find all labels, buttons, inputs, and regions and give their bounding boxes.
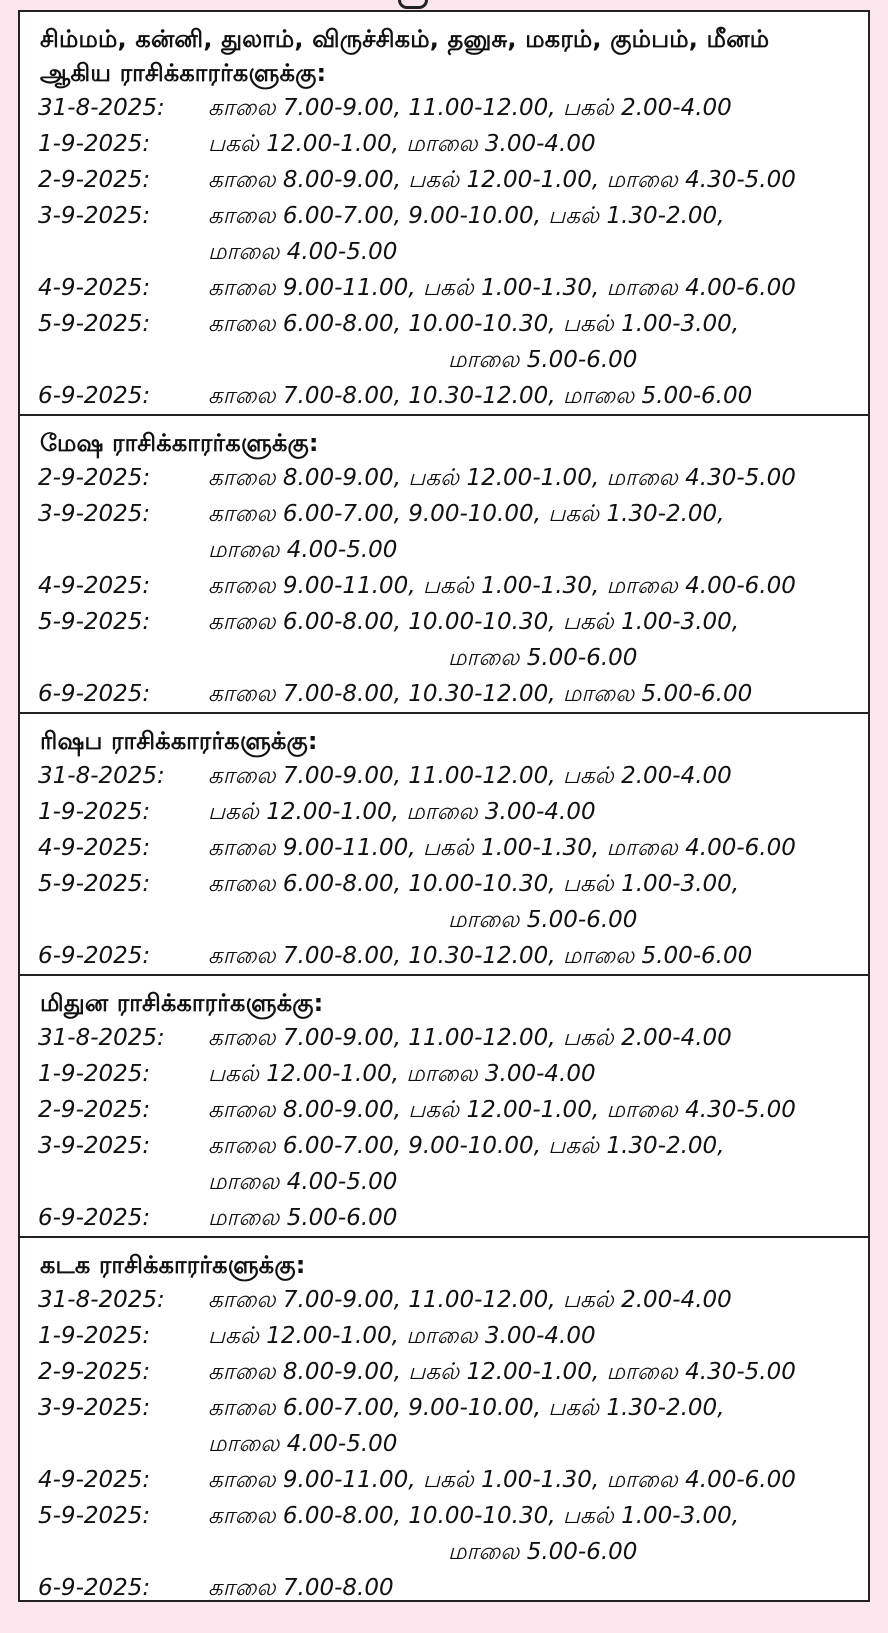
time-slots: காலை 6.00-8.00, 10.00-10.30, பகல் 1.00-3.00,: [208, 1503, 740, 1529]
date-label: 5-9-2025:: [38, 1503, 151, 1529]
rasi-section: [20, 12, 868, 416]
schedule-row: [20, 162, 868, 198]
time-slots: காலை 6.00-8.00, 10.00-10.30, பகல் 1.00-3.00,: [208, 609, 740, 635]
schedule-row: [20, 1570, 868, 1606]
date-label: 1-9-2025:: [38, 1061, 151, 1087]
time-slots: பகல் 12.00-1.00, மாலை 3.00-4.00: [208, 799, 596, 825]
schedule-row: [20, 1092, 868, 1128]
date-label: 31-8-2025:: [38, 1025, 165, 1051]
time-slots: காலை 6.00-7.00, 9.00-10.00, பகல் 1.30-2.00,: [208, 203, 725, 229]
time-slots: காலை 9.00-11.00, பகல் 1.00-1.30, மாலை 4.00-6.00: [208, 573, 796, 599]
schedule-row: [20, 198, 868, 270]
date-label: 1-9-2025:: [38, 799, 151, 825]
time-slots: காலை 6.00-7.00, 9.00-10.00, பகல் 1.30-2.00,: [208, 501, 725, 527]
time-slots-continued: மாலை 4.00-5.00: [208, 1431, 398, 1457]
date-label: 4-9-2025:: [38, 835, 151, 861]
schedule-box: [18, 10, 870, 1602]
date-label: 4-9-2025:: [38, 275, 151, 301]
section-title: மேஷ ராசிக்காரர்களுக்கு:: [40, 429, 319, 457]
time-slots: காலை 6.00-7.00, 9.00-10.00, பகல் 1.30-2.00,: [208, 1133, 725, 1159]
section-title: மிதுன ராசிக்காரர்களுக்கு:: [40, 989, 324, 1017]
date-label: 1-9-2025:: [38, 1323, 151, 1349]
time-slots-continued: மாலை 4.00-5.00: [208, 537, 398, 563]
schedule-row: [20, 604, 868, 676]
schedule-row: [20, 306, 868, 378]
top-bracket-decoration: [398, 0, 428, 9]
time-slots: காலை 7.00-8.00, 10.30-12.00, மாலை 5.00-6.00: [208, 943, 753, 969]
date-label: 5-9-2025:: [38, 871, 151, 897]
date-label: 6-9-2025:: [38, 1575, 151, 1601]
time-slots: காலை 7.00-8.00, 10.30-12.00, மாலை 5.00-6.00: [208, 681, 753, 707]
schedule-row: [20, 1318, 868, 1354]
schedule-row: [20, 1390, 868, 1462]
schedule-row: [20, 1020, 868, 1056]
time-slots-continued: மாலை 5.00-6.00: [448, 1539, 638, 1565]
time-slots: பகல் 12.00-1.00, மாலை 3.00-4.00: [208, 1323, 596, 1349]
section-title: சிம்மம், கன்னி, துலாம், விருச்சிகம், தனுசு, மகரம், கும்பம், மீனம் ஆகிய ராசிக்காரர்களுக்கு:: [40, 25, 770, 87]
time-slots-continued: மாலை 4.00-5.00: [208, 239, 398, 265]
date-label: 31-8-2025:: [38, 1287, 165, 1313]
time-slots: காலை 8.00-9.00, பகல் 12.00-1.00, மாலை 4.30-5.00: [208, 1359, 796, 1385]
time-slots: காலை 6.00-8.00, 10.00-10.30, பகல் 1.00-3.00,: [208, 311, 740, 337]
date-label: 2-9-2025:: [38, 1359, 151, 1385]
rasi-section: [20, 976, 868, 1238]
date-label: 2-9-2025:: [38, 465, 151, 491]
schedule-row: [20, 794, 868, 830]
time-slots: காலை 8.00-9.00, பகல் 12.00-1.00, மாலை 4.30-5.00: [208, 167, 796, 193]
time-slots: காலை 9.00-11.00, பகல் 1.00-1.30, மாலை 4.00-6.00: [208, 835, 796, 861]
time-slots-continued: மாலை 5.00-6.00: [448, 907, 638, 933]
time-slots: காலை 7.00-9.00, 11.00-12.00, பகல் 2.00-4.00: [208, 763, 732, 789]
schedule-row: [20, 676, 868, 712]
time-slots: காலை 7.00-9.00, 11.00-12.00, பகல் 2.00-4.00: [208, 1287, 732, 1313]
time-slots: காலை 7.00-9.00, 11.00-12.00, பகல் 2.00-4.00: [208, 95, 732, 121]
time-slots: காலை 7.00-8.00: [208, 1575, 394, 1601]
date-label: 1-9-2025:: [38, 131, 151, 157]
date-label: 5-9-2025:: [38, 311, 151, 337]
time-slots: காலை 6.00-8.00, 10.00-10.30, பகல் 1.00-3.00,: [208, 871, 740, 897]
rasi-section: [20, 1238, 868, 1606]
schedule-row: [20, 1056, 868, 1092]
date-label: 6-9-2025:: [38, 681, 151, 707]
schedule-row: [20, 830, 868, 866]
schedule-row: [20, 758, 868, 794]
section-title: ரிஷப ராசிக்காரர்களுக்கு:: [40, 727, 318, 755]
schedule-row: [20, 866, 868, 938]
date-label: 3-9-2025:: [38, 501, 151, 527]
time-slots: மாலை 5.00-6.00: [208, 1205, 398, 1231]
date-label: 3-9-2025:: [38, 203, 151, 229]
time-slots: காலை 9.00-11.00, பகல் 1.00-1.30, மாலை 4.00-6.00: [208, 275, 796, 301]
time-slots: காலை 7.00-8.00, 10.30-12.00, மாலை 5.00-6.00: [208, 383, 753, 409]
time-slots: காலை 8.00-9.00, பகல் 12.00-1.00, மாலை 4.30-5.00: [208, 465, 796, 491]
date-label: 3-9-2025:: [38, 1133, 151, 1159]
schedule-row: [20, 1462, 868, 1498]
date-label: 31-8-2025:: [38, 763, 165, 789]
date-label: 3-9-2025:: [38, 1395, 151, 1421]
date-label: 6-9-2025:: [38, 1205, 151, 1231]
schedule-row: [20, 126, 868, 162]
schedule-row: [20, 1498, 868, 1570]
schedule-row: [20, 1354, 868, 1390]
time-slots: காலை 6.00-7.00, 9.00-10.00, பகல் 1.30-2.00,: [208, 1395, 725, 1421]
schedule-row: [20, 270, 868, 306]
time-slots: காலை 8.00-9.00, பகல் 12.00-1.00, மாலை 4.30-5.00: [208, 1097, 796, 1123]
time-slots: பகல் 12.00-1.00, மாலை 3.00-4.00: [208, 131, 596, 157]
rasi-section: [20, 714, 868, 976]
schedule-row: [20, 938, 868, 974]
schedule-row: [20, 378, 868, 414]
time-slots-continued: மாலை 5.00-6.00: [448, 347, 638, 373]
time-slots: காலை 9.00-11.00, பகல் 1.00-1.30, மாலை 4.00-6.00: [208, 1467, 796, 1493]
schedule-row: [20, 1282, 868, 1318]
schedule-row: [20, 90, 868, 126]
date-label: 5-9-2025:: [38, 609, 151, 635]
section-title: கடக ராசிக்காரர்களுக்கு:: [40, 1251, 306, 1279]
date-label: 6-9-2025:: [38, 943, 151, 969]
rasi-section: [20, 416, 868, 714]
date-label: 2-9-2025:: [38, 1097, 151, 1123]
schedule-row: [20, 1200, 868, 1236]
schedule-row: [20, 568, 868, 604]
schedule-row: [20, 460, 868, 496]
schedule-row: [20, 1128, 868, 1200]
date-label: 6-9-2025:: [38, 383, 151, 409]
date-label: 4-9-2025:: [38, 1467, 151, 1493]
date-label: 4-9-2025:: [38, 573, 151, 599]
schedule-row: [20, 496, 868, 568]
date-label: 31-8-2025:: [38, 95, 165, 121]
time-slots: காலை 7.00-9.00, 11.00-12.00, பகல் 2.00-4.00: [208, 1025, 732, 1051]
time-slots-continued: மாலை 4.00-5.00: [208, 1169, 398, 1195]
time-slots: பகல் 12.00-1.00, மாலை 3.00-4.00: [208, 1061, 596, 1087]
time-slots-continued: மாலை 5.00-6.00: [448, 645, 638, 671]
date-label: 2-9-2025:: [38, 167, 151, 193]
